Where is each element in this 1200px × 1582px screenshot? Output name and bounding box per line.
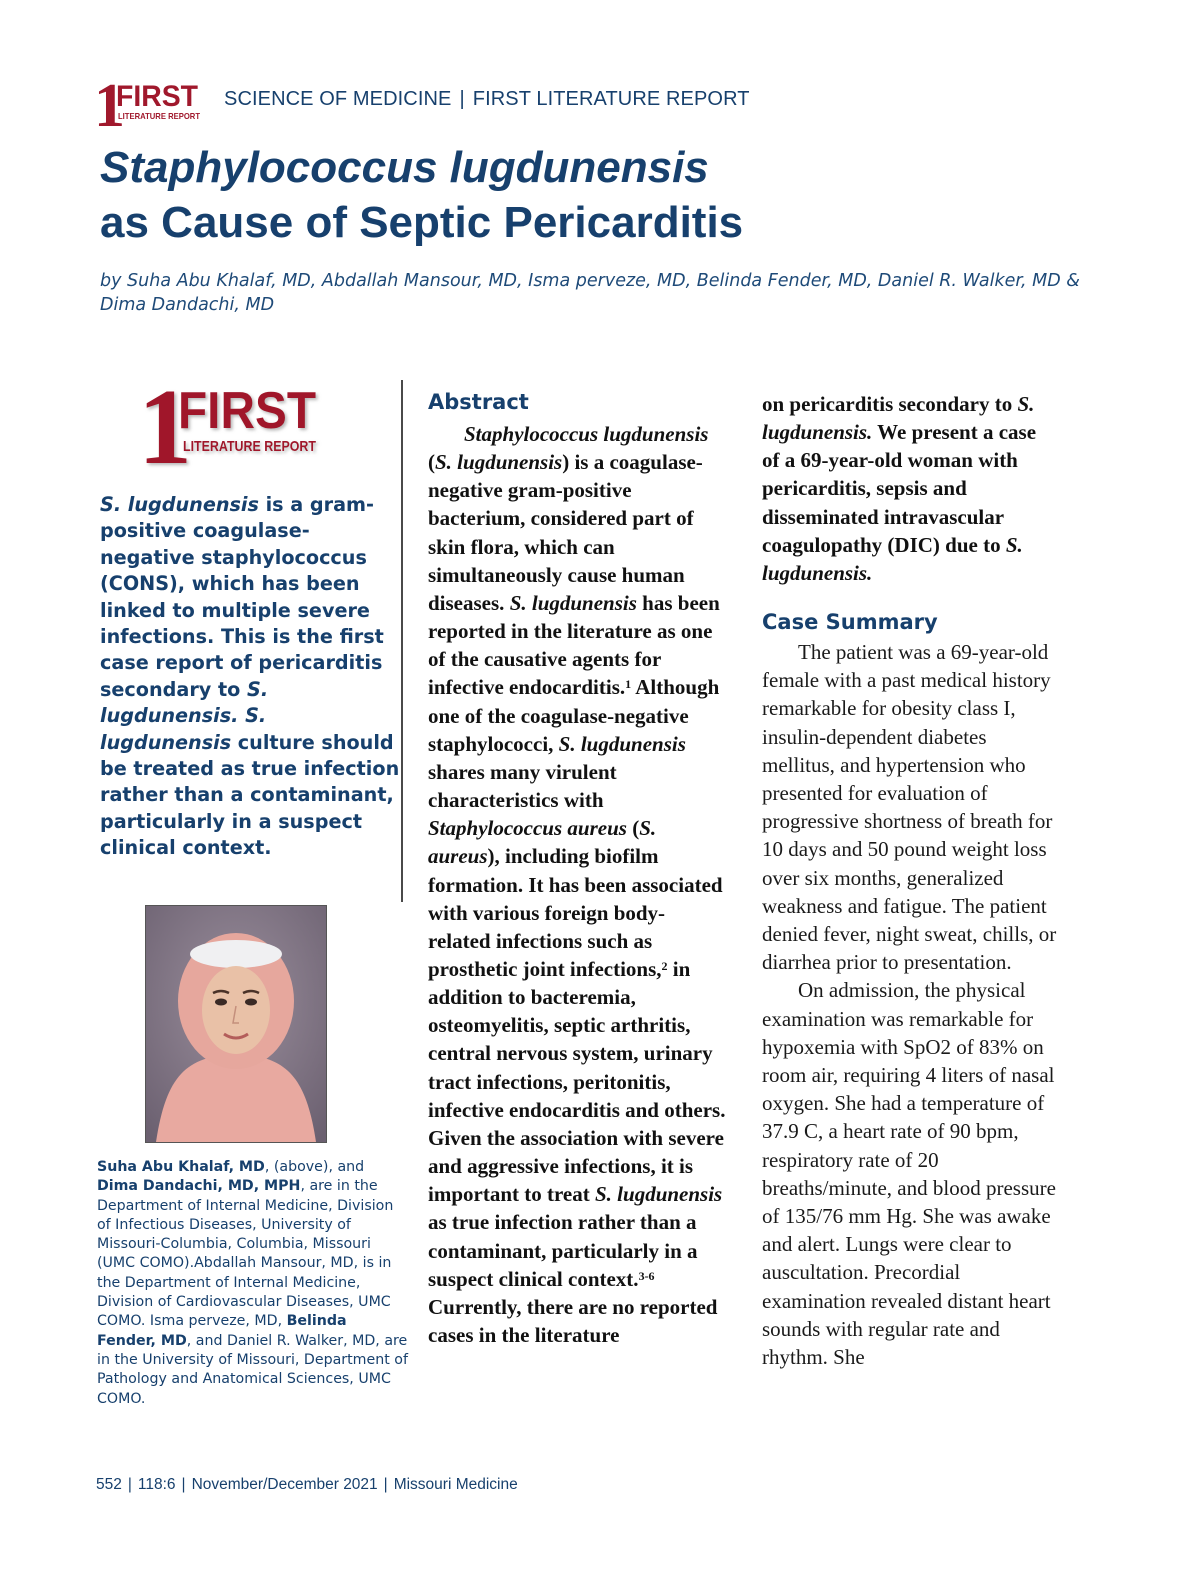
logo-sub: LITERATURE REPORT [118,111,201,121]
badge-numeral: 1 [138,368,192,487]
article-title [100,140,1100,250]
section-separator: | [459,88,465,110]
article-title-line2: as Cause of Septic Pericarditis [100,198,744,247]
bio-name: Suha Abu Khalaf, MD [97,1159,265,1175]
abstract-part: Staphylococcus aureus [428,816,627,841]
abstract-part: in addition to bacteremia, osteomyelitis, septic arthritis, central nervous system, urinary tract infections, peritonitis, infective endocarditis and others. Given the association with severe and aggressive infections, it is important to treat [428,956,726,1207]
abstract-part: on pericarditis secondary to [762,392,1018,416]
abstract-part: as true infection rather than a contaminant, particularly in a suspect clinical context. [428,1210,698,1291]
abstract-part: ) is a coagulase-negative gram-positive bacterium, considered part of skin flora, which can simultaneously cause human diseases. [428,450,703,615]
abstract-heading: Abstract [428,390,529,414]
abstract-part: Although one of the coagulase-negative staphylococci, [428,675,720,756]
issue-date: November/December 2021 [191,1476,378,1493]
logo-numeral: 1 [94,72,125,140]
abstract-part: S. lugdunensis [509,590,637,615]
pullquote-part: S. lugdunensis. S. lugdunensis [100,677,269,754]
page-footer [96,1476,518,1494]
pullquote-part: is a gram-positive coagulase-negative staphylococcus (CONS), which has been linked to multiple severe infections. This is the first case report of pericarditis secondary to [100,493,384,701]
bio-name: Dima Dandachi, MD, MPH [97,1178,301,1195]
case-summary-heading: Case Summary [762,610,938,634]
case-paragraph-text: The patient was a 69-year-old female with a past medical history remarkable for obesity class I, insulin-dependent diabetes mellitus, and hypertension who presented for evaluation of progressive shortness of breath for 10 days and 50 pound weight loss over six months, generalized weakness and fatigue. The patient denied fever, night sweat, chills, or diarrhea prior to presentation. [762,640,1057,975]
citation: 1 [625,677,632,692]
case-paragraph [762,638,1062,976]
abstract-body [428,420,726,1349]
abstract-part: Staphylococcus lugdunensis [464,422,709,446]
abstract-part: S. lugdunensis [435,450,563,475]
volume-issue: 118:6 [137,1476,176,1493]
journal-name: Missouri Medicine [393,1476,518,1493]
abstract-part: S. lugdunensis [558,731,686,756]
abstract-part: We present a case of a 69-year-old woman with pericarditis, sepsis and disseminated intravascular coagulopathy (DIC) due to [762,420,1037,557]
bio-name: Belinda Fender, MD [97,1313,347,1349]
bio-text: , are in the Department of Internal Medicine, Division of Infectious Diseases, University of Missouri-Columbia, Columbia, Missouri (UMC COMO).Abdallah Mansour, MD, is in the Department of Internal Medicine, Division of Cardiovascular Diseases, UMC COMO. Isma perveze, MD, [97,1178,394,1330]
case-paragraph-text: On admission, the physical examination was remarkable for hypoxemia with SpO2 of 83% on room air, requiring 4 liters of nasal oxygen. She had a temperature of 37.9 C, a heart rate of 90 bpm, respiratory rate of 20 breaths/minute, and blood pressure of 135/76 mm Hg. She was awake and alert. Lungs were clear to auscultation. Precordial examination revealed distant heart sounds with regular rate and rhythm. She [762,978,1056,1370]
article-title-line1: Staphylococcus lugdunensis [100,143,709,192]
citation: 2 [661,958,668,973]
abstract-part: Currently, there are no reported cases in the literature [428,1294,718,1347]
case-summary-body [762,638,1062,1371]
logo-main: FIRST [116,80,198,113]
page-number: 552 [96,1476,122,1493]
abstract-part: shares many virulent characteristics with [428,759,617,813]
column-divider [401,380,403,902]
abstract-part: ( [428,450,435,475]
citation: 3-6 [638,1268,655,1283]
first-literature-report-logo [94,72,206,140]
author-photo [145,905,327,1143]
abstract-part: ), including biofilm formation. It has been associated with various foreign body-related infections such as prosthetic joint infections, [428,844,723,981]
pullquote-part: S. lugdunensis [100,493,259,516]
case-paragraph [762,976,1062,1371]
pullquote-part: culture should be treated as true infection rather than a contaminant, particularly in a suspect clinical context. [100,730,400,860]
footer-separator: | [127,1476,132,1493]
footer-separator: | [383,1476,388,1493]
author-bio [97,1158,409,1409]
section-header [224,88,750,111]
abstract-part: S. aureus [428,816,657,869]
abstract-part: has been reported in the literature as one of the causative agents for infective endocarditis. [428,590,720,700]
abstract-continuation [762,390,1058,587]
footer-separator: | [181,1476,186,1493]
badge-main: FIRST [178,382,317,440]
series-label: FIRST LITERATURE REPORT [472,88,750,110]
badge-sub: LITERATURE REPORT [183,438,316,455]
bio-text: , (above), and [264,1159,365,1175]
author-byline: by Suha Abu Khalaf, MD, Abdallah Mansour, MD, Isma perveze, MD, Belinda Fender, MD, Daniel R. Walker, MD & Dima Dandachi, MD [100,271,1080,315]
abstract-part: ( [626,816,640,841]
abstract-part: S. lugdunensis [595,1182,723,1207]
bio-text: , and Daniel R. Walker, MD, are in the University of Missouri, Department of Pathology and Anatomical Sciences, UMC COMO. [97,1332,408,1407]
abstract-part: S. lugdunensis. [762,532,1023,585]
section-label: SCIENCE OF MEDICINE [224,88,452,110]
abstract-part: S. lugdunensis. [762,392,1035,445]
first-literature-report-badge [138,368,318,487]
pull-quote [100,492,400,862]
